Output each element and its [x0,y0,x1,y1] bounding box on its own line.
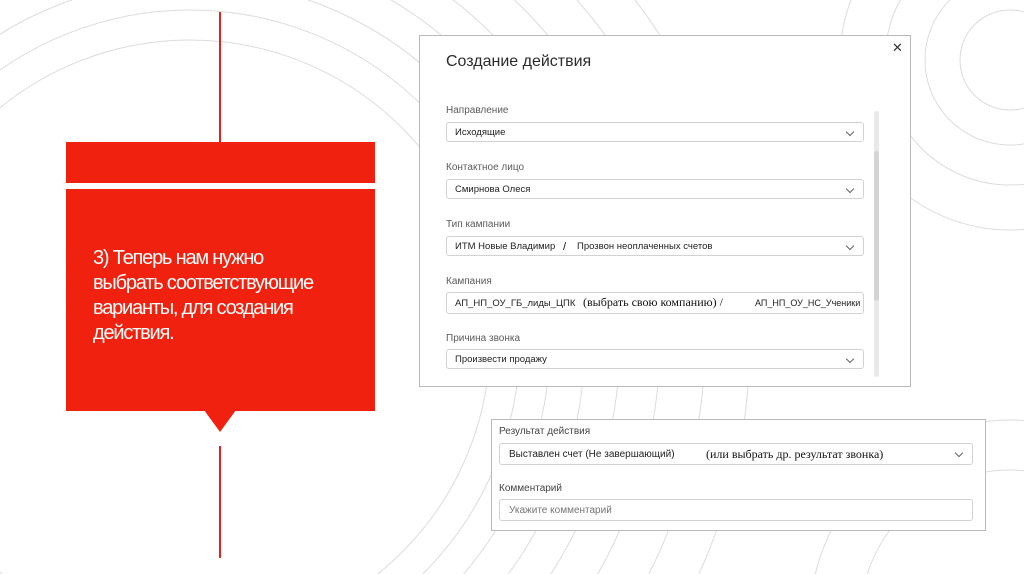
result-note: (или выбрать др. результат звонка) [706,447,884,461]
direction-value: Исходящие [455,127,506,138]
close-icon[interactable]: ✕ [892,40,903,55]
decorative-red-line-top [219,12,221,143]
campaign-type-label: Тип кампании [446,219,511,230]
instruction-line: варианты, для создания [93,297,293,319]
campaign-type-value: ИТМ Новые Владимир [455,241,556,252]
result-value: Выставлен счет (Не завершающий) [509,449,675,460]
dialog-scrollbar[interactable] [874,111,879,377]
contact-value: Смирнова Олеся [455,184,531,195]
campaign-alt-value: АП_НП_ОУ_НС_Ученики [755,298,861,308]
comment-label: Комментарий [499,483,562,494]
chevron-down-icon [846,128,854,136]
result-select[interactable] [499,443,973,465]
instruction-text [93,246,363,346]
chevron-down-icon [846,185,854,193]
instruction-line: 3) Теперь нам нужно [93,247,264,269]
red-header-strip [66,142,375,183]
instruction-line: действия. [93,322,174,344]
create-action-dialog [419,35,911,387]
direction-select[interactable] [446,122,864,142]
call-reason-select[interactable] [446,349,864,369]
campaign-note: (выбрать свою компанию) / [583,295,723,309]
chevron-down-icon [846,355,854,363]
direction-label: Направление [446,105,509,116]
campaign-type-separator: / [559,240,570,254]
contact-label: Контактное лицо [446,162,525,173]
campaign-label: Кампания [446,276,492,287]
decorative-red-line-bottom [219,446,221,558]
contact-select[interactable] [446,179,864,199]
chevron-down-icon [955,449,963,457]
call-reason-label: Причина звонка [446,333,521,344]
campaign-type-alt-value: Прозвон неоплаченных счетов [577,241,713,252]
campaign-type-select[interactable] [446,236,864,256]
instruction-line: выбрать соответствующие [93,272,313,294]
comment-input[interactable] [499,499,973,521]
action-result-panel [491,419,986,531]
campaign-select[interactable] [446,292,864,314]
campaign-value: АП_НП_ОУ_ГБ_лиды_ЦПК [455,298,576,309]
result-label: Результат действия [499,426,591,437]
dialog-title: Создание действия [446,53,592,70]
scrollbar-thumb[interactable] [874,151,879,301]
callout-pointer [204,410,236,432]
chevron-down-icon [846,242,854,250]
call-reason-value: Произвести продажу [455,354,547,365]
